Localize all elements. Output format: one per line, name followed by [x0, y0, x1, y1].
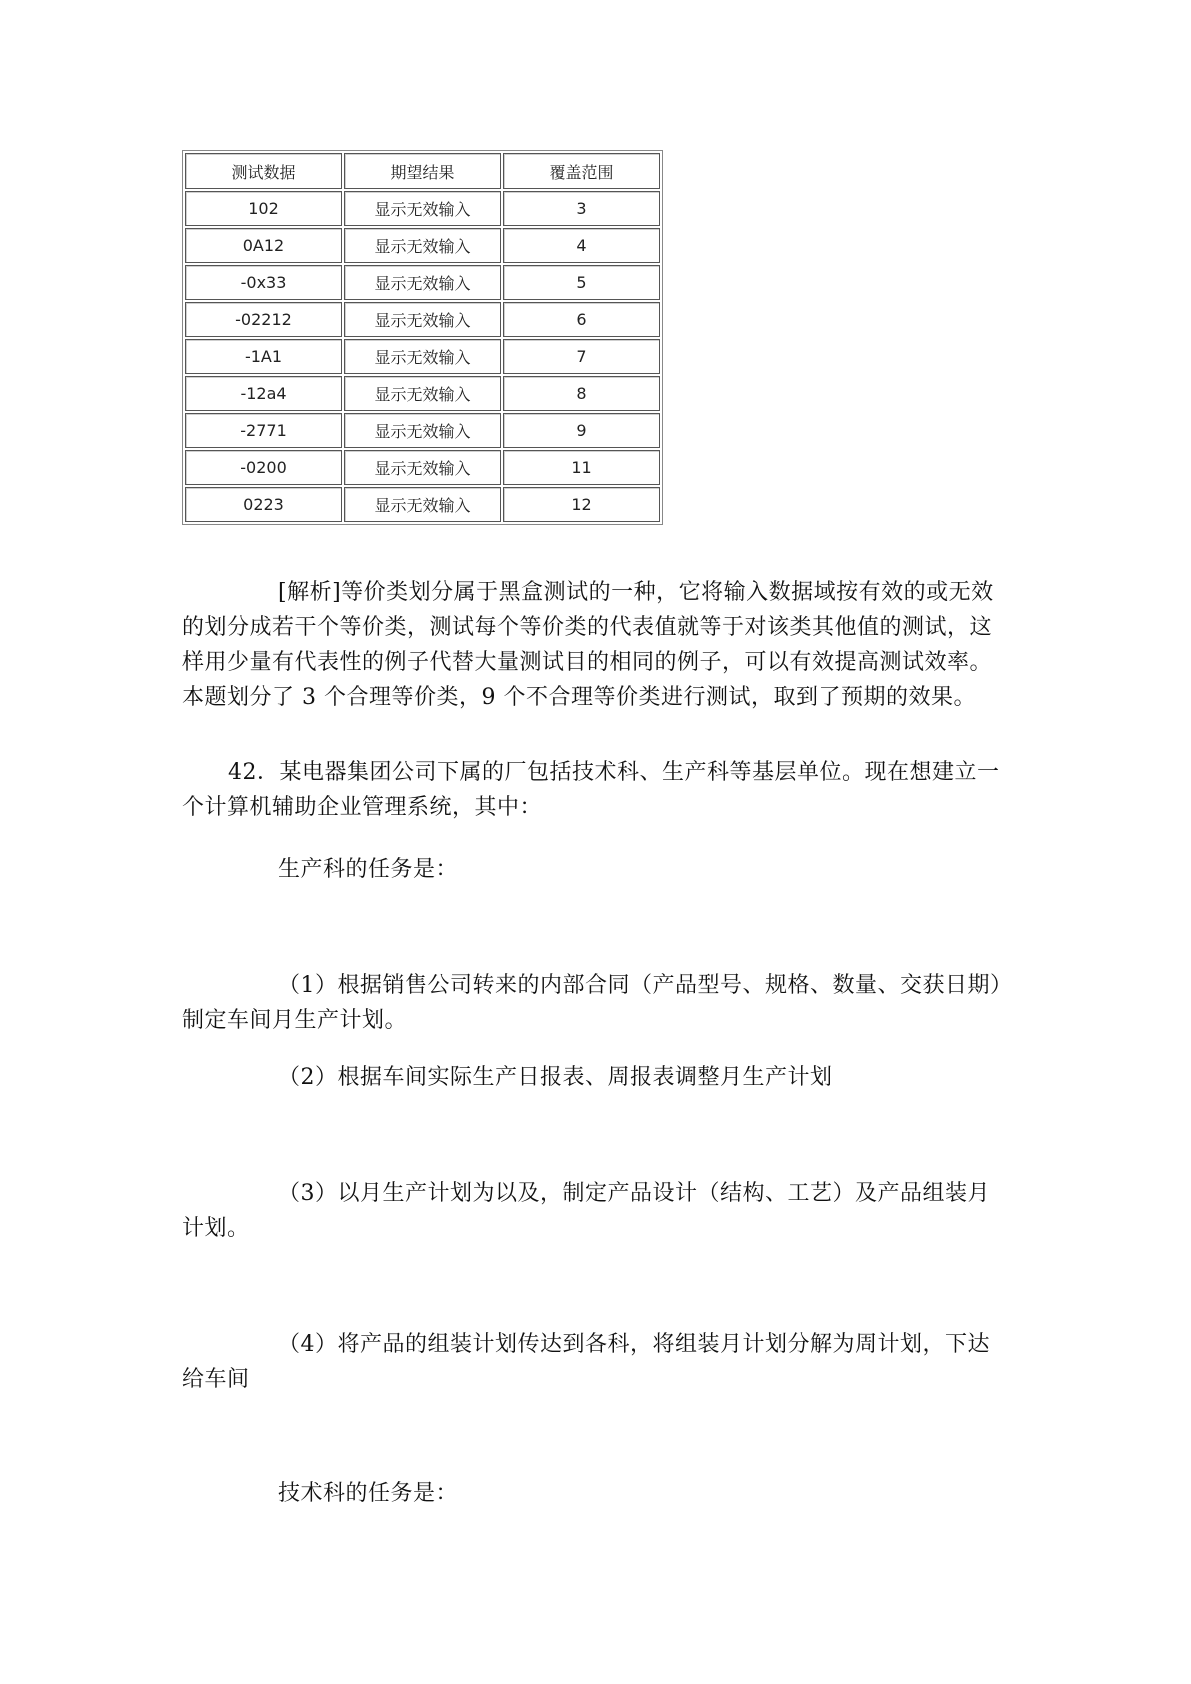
cell-expected-result: 显示无效输入 — [344, 191, 501, 226]
column-header-coverage: 覆盖范围 — [503, 153, 660, 189]
cell-expected-result: 显示无效输入 — [344, 450, 501, 485]
cell-coverage: 7 — [503, 339, 660, 374]
table-row — [185, 191, 660, 226]
cell-expected-result: 显示无效输入 — [344, 302, 501, 337]
cell-coverage: 12 — [503, 487, 660, 522]
cell-expected-result: 显示无效输入 — [344, 265, 501, 300]
table-row — [185, 265, 660, 300]
cell-expected-result: 显示无效输入 — [344, 413, 501, 448]
cell-test-data: -12a4 — [185, 376, 342, 411]
table-row — [185, 450, 660, 485]
column-header-test-data: 测试数据 — [185, 153, 342, 189]
cell-test-data: -02212 — [185, 302, 342, 337]
table-row — [185, 376, 660, 411]
cell-test-data: -2771 — [185, 413, 342, 448]
cell-test-data: 102 — [185, 191, 342, 226]
cell-coverage: 4 — [503, 228, 660, 263]
production-heading: 生产科的任务是： — [278, 857, 459, 882]
cell-coverage: 5 — [503, 265, 660, 300]
technical-heading: 技术科的任务是： — [278, 1481, 459, 1506]
cell-test-data: -1A1 — [185, 339, 342, 374]
cell-coverage: 3 — [503, 191, 660, 226]
question-paragraph: 42．某电器集团公司下属的厂包括技术科、生产科等基层单位。现在想建立一个计算机辅助企业管理系统，其中： — [182, 760, 1000, 820]
table-row — [185, 302, 660, 337]
cell-expected-result: 显示无效输入 — [344, 339, 501, 374]
task-item-1: （1）根据销售公司转来的内部合同（产品型号、规格、数量、交获日期）制定车间月生产计划。 — [182, 973, 1002, 1033]
table-row — [185, 228, 660, 263]
task-item-3: （3）以月生产计划为以及，制定产品设计（结构、工艺）及产品组装月计划。 — [182, 1181, 990, 1241]
analysis-paragraph: [解析]等价类划分属于黑盒测试的一种，它将输入数据域按有效的或无效的划分成若干个等价类，测试每个等价类的代表值就等于对该类其他值的测试，这样用少量有代表性的例子代替大量测试目的相同的例子，可以有效提高测试效率。本题划分了 3 个合理等价类，9 个不合理等价类进行测试，取到了预期的效果。 — [182, 580, 994, 710]
cell-expected-result: 显示无效输入 — [344, 487, 501, 522]
cell-test-data: -0x33 — [185, 265, 342, 300]
test-case-table — [182, 150, 663, 525]
table-row — [185, 487, 660, 522]
table-row — [185, 413, 660, 448]
column-header-expected-result: 期望结果 — [344, 153, 501, 189]
cell-coverage: 9 — [503, 413, 660, 448]
cell-coverage: 8 — [503, 376, 660, 411]
cell-coverage: 6 — [503, 302, 660, 337]
table-header-row — [185, 153, 660, 189]
task-item-4: （4）将产品的组装计划传达到各科，将组装月计划分解为周计划，下达给车间 — [182, 1332, 990, 1392]
cell-test-data: 0223 — [185, 487, 342, 522]
cell-test-data: -0200 — [185, 450, 342, 485]
cell-test-data: 0A12 — [185, 228, 342, 263]
cell-expected-result: 显示无效输入 — [344, 228, 501, 263]
table-row — [185, 339, 660, 374]
cell-expected-result: 显示无效输入 — [344, 376, 501, 411]
cell-coverage: 11 — [503, 450, 660, 485]
task-item-2: （2）根据车间实际生产日报表、周报表调整月生产计划 — [278, 1065, 833, 1090]
